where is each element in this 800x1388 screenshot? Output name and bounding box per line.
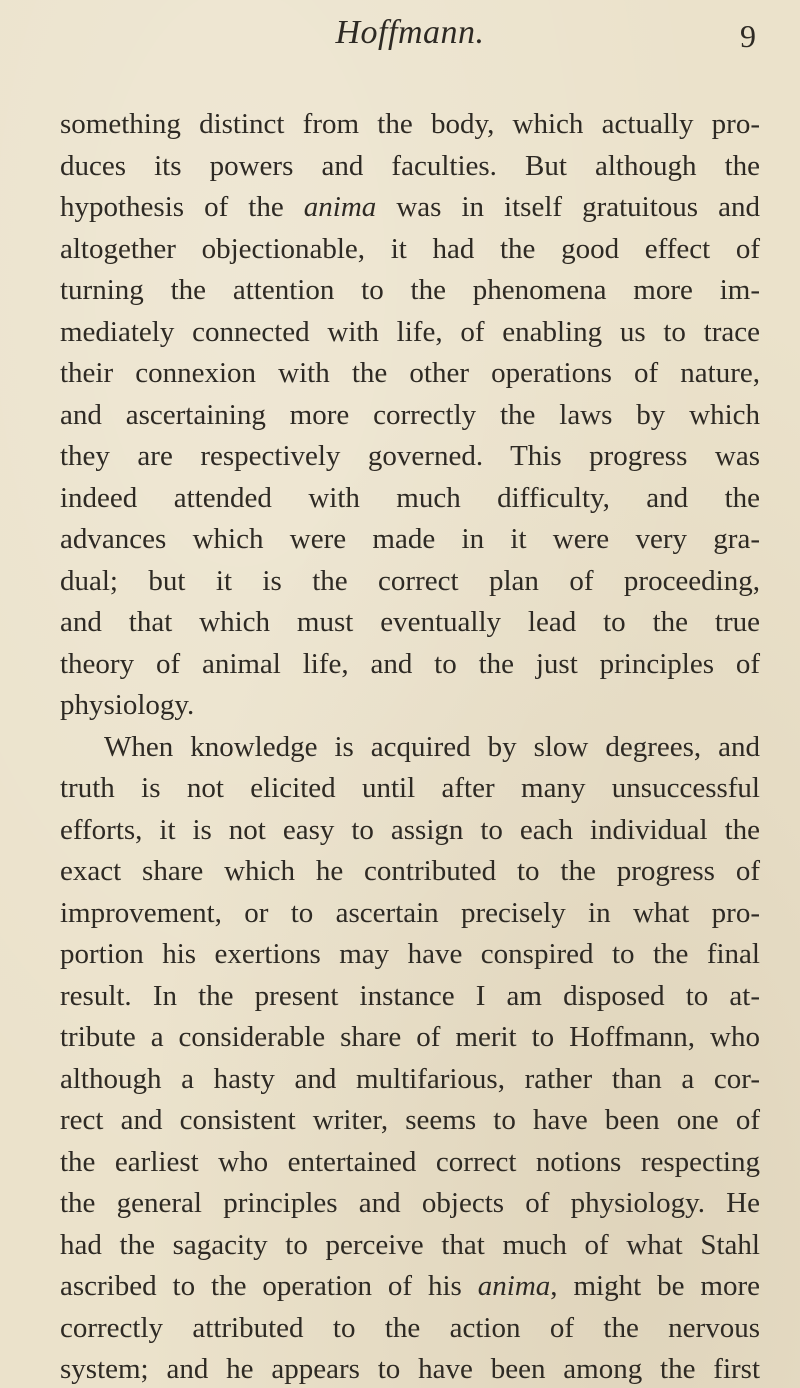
text-line: advances which were made in it were very gra- <box>60 523 760 555</box>
text-line: improvement, or to ascertain precisely in what pro- <box>60 896 760 929</box>
italic-term: anima <box>477 1270 551 1302</box>
running-head: Hoffmann. <box>335 14 485 51</box>
text-line: the general principles and objects of physiology. He <box>60 1187 760 1219</box>
text-line: rect and consistent writer, seems to have been one of <box>60 1104 760 1136</box>
text-line: their connexion with the other operations of nature, <box>60 357 760 389</box>
text-line: When knowledge is acquired by slow degrees, and <box>104 730 760 763</box>
page-header <box>60 14 760 54</box>
text-line: truth is not elicited until after many unsuccessful <box>60 772 760 804</box>
text-line: portion his exertions may have conspired to the final <box>60 938 760 970</box>
text-line: the earliest who entertained correct notions respecting <box>60 1145 760 1178</box>
text-line: turning the attention to the phenomena more im- <box>60 274 760 306</box>
text-line: indeed attended with much difficulty, and the <box>60 481 760 514</box>
text-line: duces its powers and faculties. But although the <box>60 149 760 182</box>
text-line: exact share which he contributed to the progress of <box>60 855 760 887</box>
body-text <box>60 104 760 1388</box>
text-line: theory of animal life, and to the just principles of <box>60 647 760 680</box>
text-line: mediately connected with life, of enabling us to trace <box>60 315 760 348</box>
text-line: something distinct from the body, which actually pro- <box>60 108 760 140</box>
text-line: correctly attributed to the action of the nervous <box>60 1311 760 1344</box>
italic-term: anima <box>303 191 377 223</box>
text-line: physiology. <box>60 689 195 721</box>
text-line: had the sagacity to perceive that much of what Stahl <box>60 1228 760 1261</box>
text-line: although a hasty and multifarious, rather than a cor- <box>60 1062 760 1095</box>
text-line: altogether objectionable, it had the good effect of <box>60 232 760 265</box>
text-line: efforts, it is not easy to assign to each individual the <box>60 813 760 846</box>
text-line: they are respectively governed. This progress was <box>60 440 760 472</box>
text-line: result. In the present instance I am disposed to at- <box>60 979 760 1012</box>
page-number: 9 <box>740 18 756 54</box>
text-line: and ascertaining more correctly the laws by which <box>60 398 760 431</box>
text-line: dual; but it is the correct plan of proceeding, <box>60 564 760 597</box>
text-line: ascribed to the operation of his anima, might be more <box>60 1270 760 1302</box>
text-line: system; and he appears to have been among the first <box>60 1353 760 1385</box>
text-line: and that which must eventually lead to the true <box>60 606 760 638</box>
text-line: hypothesis of the anima was in itself gratuitous and <box>60 191 760 223</box>
text-line: tribute a considerable share of merit to Hoffmann, who <box>60 1021 760 1053</box>
